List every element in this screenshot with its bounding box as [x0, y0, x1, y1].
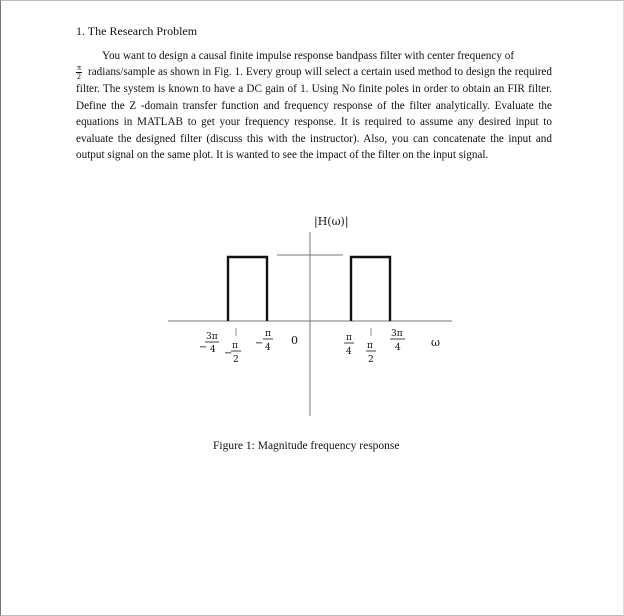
tick-denominator: 2	[233, 355, 239, 365]
tick-sign: −	[199, 342, 208, 353]
tick-neg-pi-4	[255, 329, 273, 353]
tick-neg-pi-2	[224, 328, 241, 365]
origin-label: 0	[291, 334, 298, 347]
paragraph-line-1: You want to design a causal finite impulse response bandpass filter with center frequency of	[102, 50, 515, 62]
tick-denominator: 4	[265, 343, 271, 353]
tick-numerator: π	[265, 329, 271, 339]
tick-3pi-4	[390, 329, 405, 353]
fraction-denominator: 2	[77, 72, 82, 82]
y-axis-label: |H(ω)|	[314, 215, 349, 228]
tick-sign: −	[255, 338, 264, 349]
tick-sign: −	[224, 348, 233, 359]
tick-numerator: 3π	[206, 332, 218, 342]
tick-numerator: 3π	[391, 329, 403, 339]
tick-numerator: π	[346, 333, 352, 343]
figure-caption: Figure 1: Magnitude frequency response	[213, 440, 400, 452]
tick-pi-4	[344, 333, 354, 357]
fraction-numerator: π	[77, 63, 82, 73]
paragraph-rest: radians/sample as shown in Fig. 1. Every group will select a certain used method to design the required filter. The system is known to have a DC gain of 1. Using No finite poles in order to obtain an FIR filter. Define the Z -domain transfer function and frequency response of the filter analytically. Evaluate the equations in MATLAB to get your frequency response. It is required to assume any desired input to evaluate the designed filter (discuss this with the instructor). Also, you can concatenate the input and output signal on the same plot. It is wanted to see the impact of the filter on the input signal.	[76, 66, 552, 162]
left-passband	[228, 257, 267, 321]
tick-denominator: 4	[395, 343, 401, 353]
tick-neg-3pi-4	[199, 332, 219, 355]
tick-numerator: π	[367, 341, 373, 351]
section-heading: 1. The Research Problem	[76, 24, 198, 38]
x-axis-label: ω	[431, 336, 440, 349]
right-passband	[351, 257, 390, 321]
tick-denominator: 4	[346, 347, 352, 357]
tick-pi-2	[366, 328, 376, 365]
tick-numerator: π	[232, 341, 238, 351]
tick-denominator: 4	[210, 345, 216, 355]
tick-denominator: 2	[368, 355, 374, 365]
